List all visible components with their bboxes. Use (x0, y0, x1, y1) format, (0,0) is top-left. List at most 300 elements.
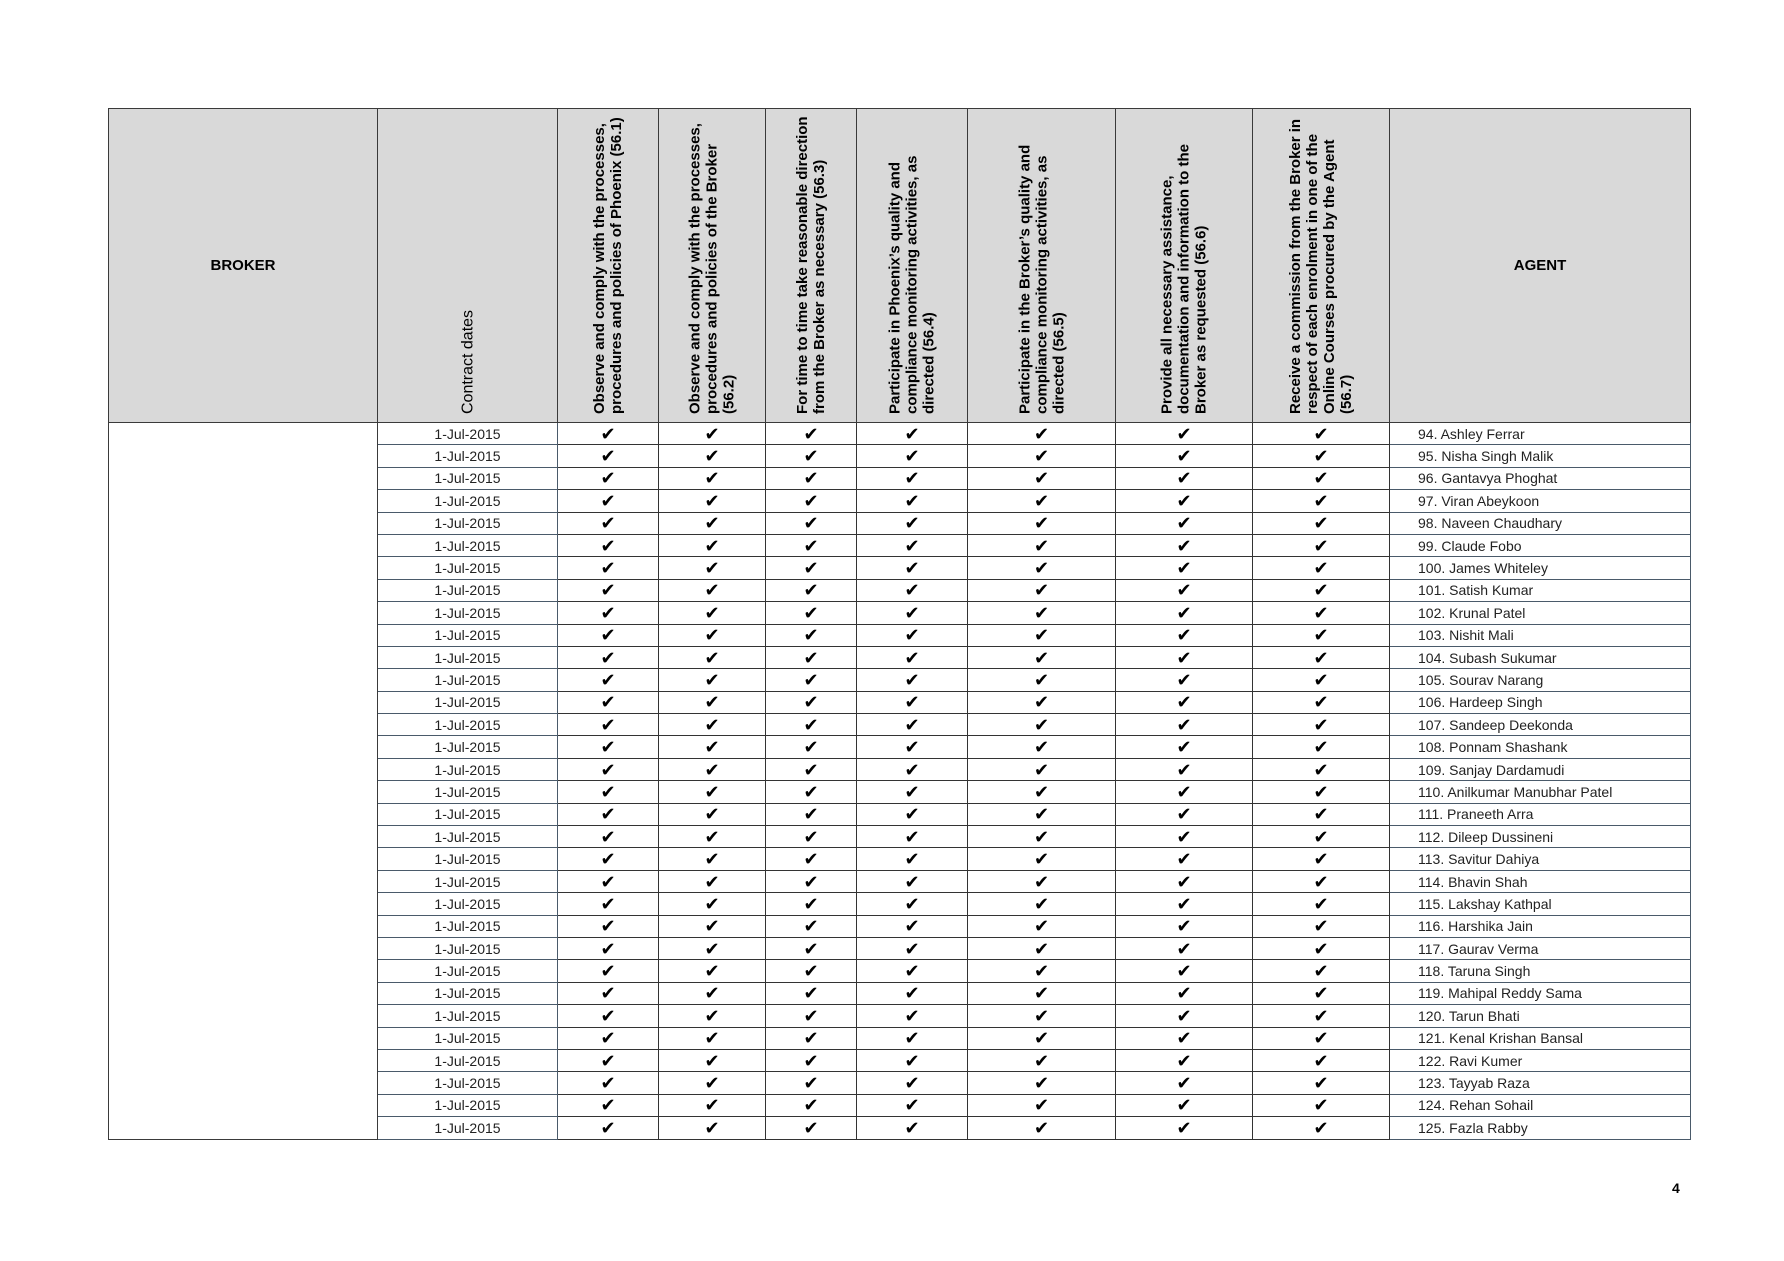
check-mark-icon: ✔ (1253, 1094, 1390, 1116)
contract-date-cell: 1-Jul-2015 (378, 826, 558, 848)
check-mark-icon: ✔ (1116, 512, 1253, 534)
check-mark-icon: ✔ (766, 1049, 857, 1071)
check-mark-icon: ✔ (766, 557, 857, 579)
contract-date-cell: 1-Jul-2015 (378, 490, 558, 512)
check-mark-icon: ✔ (558, 870, 659, 892)
contract-date-cell: 1-Jul-2015 (378, 512, 558, 534)
check-mark-icon: ✔ (1253, 1117, 1390, 1139)
check-mark-icon: ✔ (659, 781, 766, 803)
check-mark-icon: ✔ (1253, 848, 1390, 870)
criteria-header-label: For time to time take reasonable direction from the Broker as necessary (56.3) (794, 116, 828, 414)
agent-name-cell: 94. Ashley Ferrar (1390, 423, 1691, 445)
criteria-header-56-1 (558, 109, 659, 423)
check-mark-icon: ✔ (558, 1117, 659, 1139)
check-mark-icon: ✔ (766, 1072, 857, 1094)
check-mark-icon: ✔ (1116, 1005, 1253, 1027)
agent-name-cell: 123. Tayyab Raza (1390, 1072, 1691, 1094)
check-mark-icon: ✔ (968, 1117, 1116, 1139)
agent-name-cell: 108. Ponnam Shashank (1390, 736, 1691, 758)
broker-header: BROKER (109, 109, 378, 423)
check-mark-icon: ✔ (766, 803, 857, 825)
check-mark-icon: ✔ (558, 960, 659, 982)
check-mark-icon: ✔ (558, 445, 659, 467)
check-mark-icon: ✔ (766, 534, 857, 556)
check-mark-icon: ✔ (766, 960, 857, 982)
criteria-header-56-4 (857, 109, 968, 423)
check-mark-icon: ✔ (1253, 736, 1390, 758)
check-mark-icon: ✔ (857, 1117, 968, 1139)
check-mark-icon: ✔ (857, 669, 968, 691)
check-mark-icon: ✔ (968, 982, 1116, 1004)
check-mark-icon: ✔ (1253, 1072, 1390, 1094)
contract-date-cell: 1-Jul-2015 (378, 646, 558, 668)
check-mark-icon: ✔ (558, 1005, 659, 1027)
check-mark-icon: ✔ (968, 691, 1116, 713)
check-mark-icon: ✔ (968, 624, 1116, 646)
check-mark-icon: ✔ (968, 445, 1116, 467)
check-mark-icon: ✔ (558, 557, 659, 579)
check-mark-icon: ✔ (1116, 1117, 1253, 1139)
agent-name-cell: 101. Satish Kumar (1390, 579, 1691, 601)
check-mark-icon: ✔ (558, 646, 659, 668)
check-mark-icon: ✔ (857, 602, 968, 624)
check-mark-icon: ✔ (1253, 534, 1390, 556)
check-mark-icon: ✔ (857, 557, 968, 579)
check-mark-icon: ✔ (1253, 445, 1390, 467)
agent-name-cell: 98. Naveen Chaudhary (1390, 512, 1691, 534)
check-mark-icon: ✔ (857, 893, 968, 915)
check-mark-icon: ✔ (857, 937, 968, 959)
contract-date-cell: 1-Jul-2015 (378, 803, 558, 825)
check-mark-icon: ✔ (1116, 915, 1253, 937)
check-mark-icon: ✔ (968, 960, 1116, 982)
contract-date-cell: 1-Jul-2015 (378, 1117, 558, 1139)
check-mark-icon: ✔ (659, 1117, 766, 1139)
check-mark-icon: ✔ (558, 937, 659, 959)
check-mark-icon: ✔ (659, 893, 766, 915)
check-mark-icon: ✔ (558, 781, 659, 803)
check-mark-icon: ✔ (558, 893, 659, 915)
check-mark-icon: ✔ (766, 736, 857, 758)
contract-date-cell: 1-Jul-2015 (378, 758, 558, 780)
contract-date-cell: 1-Jul-2015 (378, 534, 558, 556)
check-mark-icon: ✔ (558, 602, 659, 624)
check-mark-icon: ✔ (1116, 736, 1253, 758)
criteria-header-56-3 (766, 109, 857, 423)
check-mark-icon: ✔ (558, 714, 659, 736)
check-mark-icon: ✔ (968, 1005, 1116, 1027)
agent-header: AGENT (1390, 109, 1691, 423)
check-mark-icon: ✔ (558, 534, 659, 556)
check-mark-icon: ✔ (1253, 915, 1390, 937)
check-mark-icon: ✔ (766, 937, 857, 959)
check-mark-icon: ✔ (558, 1049, 659, 1071)
check-mark-icon: ✔ (1253, 826, 1390, 848)
check-mark-icon: ✔ (1253, 602, 1390, 624)
check-mark-icon: ✔ (1253, 646, 1390, 668)
check-mark-icon: ✔ (1116, 1027, 1253, 1049)
check-mark-icon: ✔ (857, 826, 968, 848)
agent-name-cell: 106. Hardeep Singh (1390, 691, 1691, 713)
check-mark-icon: ✔ (766, 1027, 857, 1049)
check-mark-icon: ✔ (1116, 870, 1253, 892)
check-mark-icon: ✔ (659, 646, 766, 668)
contract-dates-header-label: Contract dates (459, 309, 476, 414)
check-mark-icon: ✔ (659, 557, 766, 579)
check-mark-icon: ✔ (1116, 937, 1253, 959)
agent-name-cell: 117. Gaurav Verma (1390, 937, 1691, 959)
check-mark-icon: ✔ (857, 1005, 968, 1027)
criteria-header-56-7 (1253, 109, 1390, 423)
check-mark-icon: ✔ (857, 646, 968, 668)
check-mark-icon: ✔ (857, 915, 968, 937)
check-mark-icon: ✔ (968, 758, 1116, 780)
contract-date-cell: 1-Jul-2015 (378, 1072, 558, 1094)
check-mark-icon: ✔ (766, 624, 857, 646)
check-mark-icon: ✔ (766, 870, 857, 892)
check-mark-icon: ✔ (659, 1049, 766, 1071)
check-mark-icon: ✔ (857, 960, 968, 982)
check-mark-icon: ✔ (968, 848, 1116, 870)
check-mark-icon: ✔ (766, 646, 857, 668)
check-mark-icon: ✔ (1253, 982, 1390, 1004)
contract-date-cell: 1-Jul-2015 (378, 1027, 558, 1049)
check-mark-icon: ✔ (1253, 758, 1390, 780)
check-mark-icon: ✔ (1116, 557, 1253, 579)
agent-name-cell: 112. Dileep Dussineni (1390, 826, 1691, 848)
check-mark-icon: ✔ (1116, 960, 1253, 982)
criteria-header-label: Participate in the Broker’s quality and compliance monitoring activities, as directed (56.5) (1016, 144, 1067, 414)
check-mark-icon: ✔ (1253, 1027, 1390, 1049)
check-mark-icon: ✔ (968, 781, 1116, 803)
criteria-header-label: Provide all necessary assistance, documentation and information to the Broker as requested (56.6) (1158, 144, 1210, 414)
check-mark-icon: ✔ (558, 826, 659, 848)
agent-name-cell: 103. Nishit Mali (1390, 624, 1691, 646)
check-mark-icon: ✔ (659, 915, 766, 937)
check-mark-icon: ✔ (659, 423, 766, 445)
check-mark-icon: ✔ (659, 758, 766, 780)
check-mark-icon: ✔ (857, 445, 968, 467)
contract-date-cell: 1-Jul-2015 (378, 714, 558, 736)
check-mark-icon: ✔ (659, 490, 766, 512)
check-mark-icon: ✔ (1116, 1072, 1253, 1094)
check-mark-icon: ✔ (558, 624, 659, 646)
check-mark-icon: ✔ (766, 579, 857, 601)
check-mark-icon: ✔ (968, 579, 1116, 601)
contract-date-cell: 1-Jul-2015 (378, 937, 558, 959)
agent-name-cell: 97. Viran Abeykoon (1390, 490, 1691, 512)
contract-date-cell: 1-Jul-2015 (378, 893, 558, 915)
contract-date-cell: 1-Jul-2015 (378, 781, 558, 803)
agent-name-cell: 109. Sanjay Dardamudi (1390, 758, 1691, 780)
contract-date-cell: 1-Jul-2015 (378, 1005, 558, 1027)
page-number: 4 (1672, 1180, 1680, 1196)
check-mark-icon: ✔ (1253, 512, 1390, 534)
agent-name-cell: 104. Subash Sukumar (1390, 646, 1691, 668)
check-mark-icon: ✔ (1253, 579, 1390, 601)
check-mark-icon: ✔ (857, 736, 968, 758)
check-mark-icon: ✔ (968, 736, 1116, 758)
check-mark-icon: ✔ (766, 490, 857, 512)
check-mark-icon: ✔ (766, 758, 857, 780)
check-mark-icon: ✔ (659, 736, 766, 758)
check-mark-icon: ✔ (857, 624, 968, 646)
check-mark-icon: ✔ (857, 579, 968, 601)
check-mark-icon: ✔ (659, 1027, 766, 1049)
check-mark-icon: ✔ (968, 893, 1116, 915)
check-mark-icon: ✔ (1253, 490, 1390, 512)
check-mark-icon: ✔ (968, 826, 1116, 848)
check-mark-icon: ✔ (1116, 758, 1253, 780)
check-mark-icon: ✔ (766, 826, 857, 848)
check-mark-icon: ✔ (659, 826, 766, 848)
agent-name-cell: 110. Anilkumar Manubhar Patel (1390, 781, 1691, 803)
criteria-header-label: Observe and comply with the processes, procedures and policies of the Broker (56.2) (686, 123, 738, 414)
check-mark-icon: ✔ (766, 893, 857, 915)
check-mark-icon: ✔ (558, 803, 659, 825)
check-mark-icon: ✔ (1253, 803, 1390, 825)
check-mark-icon: ✔ (968, 534, 1116, 556)
criteria-header-label: Receive a commission from the Broker in respect of each enrolment in one of the Online Courses procured by the Agent (56.7) (1287, 118, 1355, 414)
broker-agent-table (108, 108, 1691, 1140)
check-mark-icon: ✔ (857, 982, 968, 1004)
check-mark-icon: ✔ (968, 714, 1116, 736)
agent-rows (109, 423, 1691, 1140)
check-mark-icon: ✔ (968, 1072, 1116, 1094)
check-mark-icon: ✔ (1116, 534, 1253, 556)
check-mark-icon: ✔ (558, 915, 659, 937)
check-mark-icon: ✔ (1116, 1094, 1253, 1116)
contract-date-cell: 1-Jul-2015 (378, 1094, 558, 1116)
agent-name-cell: 95. Nisha Singh Malik (1390, 445, 1691, 467)
contract-date-cell: 1-Jul-2015 (378, 467, 558, 489)
contract-date-cell: 1-Jul-2015 (378, 870, 558, 892)
check-mark-icon: ✔ (659, 467, 766, 489)
check-mark-icon: ✔ (558, 736, 659, 758)
check-mark-icon: ✔ (1253, 691, 1390, 713)
check-mark-icon: ✔ (968, 803, 1116, 825)
contract-date-cell: 1-Jul-2015 (378, 669, 558, 691)
agent-name-cell: 102. Krunal Patel (1390, 602, 1691, 624)
check-mark-icon: ✔ (857, 803, 968, 825)
check-mark-icon: ✔ (1116, 691, 1253, 713)
check-mark-icon: ✔ (659, 445, 766, 467)
criteria-header-56-5 (968, 109, 1116, 423)
check-mark-icon: ✔ (558, 579, 659, 601)
agent-name-cell: 122. Ravi Kumer (1390, 1049, 1691, 1071)
check-mark-icon: ✔ (558, 848, 659, 870)
criteria-header-56-6 (1116, 109, 1253, 423)
table-row (109, 423, 1691, 445)
check-mark-icon: ✔ (558, 1094, 659, 1116)
check-mark-icon: ✔ (766, 1117, 857, 1139)
check-mark-icon: ✔ (659, 870, 766, 892)
check-mark-icon: ✔ (558, 669, 659, 691)
check-mark-icon: ✔ (1116, 423, 1253, 445)
check-mark-icon: ✔ (659, 960, 766, 982)
check-mark-icon: ✔ (766, 848, 857, 870)
check-mark-icon: ✔ (659, 1072, 766, 1094)
check-mark-icon: ✔ (558, 691, 659, 713)
contract-date-cell: 1-Jul-2015 (378, 848, 558, 870)
check-mark-icon: ✔ (1116, 803, 1253, 825)
check-mark-icon: ✔ (766, 1005, 857, 1027)
contract-date-cell: 1-Jul-2015 (378, 602, 558, 624)
agent-name-cell: 105. Sourav Narang (1390, 669, 1691, 691)
check-mark-icon: ✔ (1253, 624, 1390, 646)
check-mark-icon: ✔ (766, 602, 857, 624)
check-mark-icon: ✔ (659, 534, 766, 556)
check-mark-icon: ✔ (968, 1027, 1116, 1049)
check-mark-icon: ✔ (857, 1049, 968, 1071)
check-mark-icon: ✔ (659, 669, 766, 691)
check-mark-icon: ✔ (857, 714, 968, 736)
check-mark-icon: ✔ (766, 982, 857, 1004)
check-mark-icon: ✔ (1253, 423, 1390, 445)
check-mark-icon: ✔ (766, 669, 857, 691)
agent-name-cell: 116. Harshika Jain (1390, 915, 1691, 937)
check-mark-icon: ✔ (766, 1094, 857, 1116)
check-mark-icon: ✔ (1253, 714, 1390, 736)
check-mark-icon: ✔ (968, 1094, 1116, 1116)
check-mark-icon: ✔ (558, 512, 659, 534)
check-mark-icon: ✔ (659, 602, 766, 624)
agent-name-cell: 119. Mahipal Reddy Sama (1390, 982, 1691, 1004)
check-mark-icon: ✔ (857, 1094, 968, 1116)
check-mark-icon: ✔ (968, 937, 1116, 959)
check-mark-icon: ✔ (766, 691, 857, 713)
contract-date-cell: 1-Jul-2015 (378, 579, 558, 601)
check-mark-icon: ✔ (1116, 579, 1253, 601)
broker-cell (109, 423, 378, 1140)
check-mark-icon: ✔ (857, 512, 968, 534)
check-mark-icon: ✔ (1116, 467, 1253, 489)
contract-date-cell: 1-Jul-2015 (378, 736, 558, 758)
check-mark-icon: ✔ (968, 557, 1116, 579)
check-mark-icon: ✔ (1116, 982, 1253, 1004)
agent-name-cell: 115. Lakshay Kathpal (1390, 893, 1691, 915)
agent-name-cell: 107. Sandeep Deekonda (1390, 714, 1691, 736)
contract-dates-header (378, 109, 558, 423)
contract-date-cell: 1-Jul-2015 (378, 624, 558, 646)
check-mark-icon: ✔ (766, 714, 857, 736)
check-mark-icon: ✔ (659, 803, 766, 825)
check-mark-icon: ✔ (1253, 1049, 1390, 1071)
check-mark-icon: ✔ (1253, 557, 1390, 579)
agent-name-cell: 96. Gantavya Phoghat (1390, 467, 1691, 489)
criteria-header-label: Participate in Phoenix’s quality and compliance monitoring activities, as directed (56.4) (886, 155, 938, 414)
contract-date-cell: 1-Jul-2015 (378, 557, 558, 579)
check-mark-icon: ✔ (1116, 669, 1253, 691)
check-mark-icon: ✔ (968, 512, 1116, 534)
agent-name-cell: 118. Taruna Singh (1390, 960, 1691, 982)
check-mark-icon: ✔ (766, 445, 857, 467)
check-mark-icon: ✔ (1253, 467, 1390, 489)
check-mark-icon: ✔ (558, 982, 659, 1004)
check-mark-icon: ✔ (659, 982, 766, 1004)
check-mark-icon: ✔ (659, 937, 766, 959)
check-mark-icon: ✔ (1253, 960, 1390, 982)
check-mark-icon: ✔ (968, 1049, 1116, 1071)
check-mark-icon: ✔ (1253, 893, 1390, 915)
check-mark-icon: ✔ (968, 423, 1116, 445)
check-mark-icon: ✔ (1116, 781, 1253, 803)
check-mark-icon: ✔ (857, 423, 968, 445)
criteria-header-label: Observe and comply with the processes, procedures and policies of Phoenix (56.1) (591, 117, 625, 414)
agent-name-cell: 125. Fazla Rabby (1390, 1117, 1691, 1139)
check-mark-icon: ✔ (659, 579, 766, 601)
check-mark-icon: ✔ (766, 423, 857, 445)
check-mark-icon: ✔ (1116, 490, 1253, 512)
check-mark-icon: ✔ (968, 870, 1116, 892)
check-mark-icon: ✔ (1253, 870, 1390, 892)
agent-name-cell: 99. Claude Fobo (1390, 534, 1691, 556)
check-mark-icon: ✔ (1116, 826, 1253, 848)
check-mark-icon: ✔ (659, 624, 766, 646)
agent-name-cell: 100. James Whiteley (1390, 557, 1691, 579)
check-mark-icon: ✔ (857, 870, 968, 892)
check-mark-icon: ✔ (968, 646, 1116, 668)
check-mark-icon: ✔ (857, 758, 968, 780)
check-mark-icon: ✔ (1116, 646, 1253, 668)
check-mark-icon: ✔ (1116, 848, 1253, 870)
check-mark-icon: ✔ (558, 467, 659, 489)
agent-name-cell: 113. Savitur Dahiya (1390, 848, 1691, 870)
contract-date-cell: 1-Jul-2015 (378, 915, 558, 937)
check-mark-icon: ✔ (659, 1094, 766, 1116)
check-mark-icon: ✔ (766, 781, 857, 803)
check-mark-icon: ✔ (659, 512, 766, 534)
check-mark-icon: ✔ (766, 915, 857, 937)
agent-name-cell: 121. Kenal Krishan Bansal (1390, 1027, 1691, 1049)
check-mark-icon: ✔ (857, 1072, 968, 1094)
contract-date-cell: 1-Jul-2015 (378, 960, 558, 982)
agent-name-cell: 124. Rehan Sohail (1390, 1094, 1691, 1116)
check-mark-icon: ✔ (558, 758, 659, 780)
check-mark-icon: ✔ (968, 490, 1116, 512)
check-mark-icon: ✔ (558, 1072, 659, 1094)
agent-name-cell: 120. Tarun Bhati (1390, 1005, 1691, 1027)
contract-date-cell: 1-Jul-2015 (378, 691, 558, 713)
agent-name-cell: 114. Bhavin Shah (1390, 870, 1691, 892)
check-mark-icon: ✔ (659, 1005, 766, 1027)
check-mark-icon: ✔ (659, 691, 766, 713)
check-mark-icon: ✔ (1253, 937, 1390, 959)
contract-date-cell: 1-Jul-2015 (378, 1049, 558, 1071)
check-mark-icon: ✔ (558, 423, 659, 445)
check-mark-icon: ✔ (857, 848, 968, 870)
check-mark-icon: ✔ (659, 848, 766, 870)
check-mark-icon: ✔ (1253, 1005, 1390, 1027)
check-mark-icon: ✔ (1116, 893, 1253, 915)
contract-date-cell: 1-Jul-2015 (378, 982, 558, 1004)
agent-name-cell: 111. Praneeth Arra (1390, 803, 1691, 825)
check-mark-icon: ✔ (659, 714, 766, 736)
check-mark-icon: ✔ (857, 781, 968, 803)
check-mark-icon: ✔ (1116, 624, 1253, 646)
check-mark-icon: ✔ (857, 1027, 968, 1049)
check-mark-icon: ✔ (857, 691, 968, 713)
check-mark-icon: ✔ (1116, 714, 1253, 736)
check-mark-icon: ✔ (968, 669, 1116, 691)
criteria-header-56-2 (659, 109, 766, 423)
check-mark-icon: ✔ (968, 602, 1116, 624)
check-mark-icon: ✔ (857, 534, 968, 556)
check-mark-icon: ✔ (766, 512, 857, 534)
check-mark-icon: ✔ (558, 1027, 659, 1049)
check-mark-icon: ✔ (968, 467, 1116, 489)
check-mark-icon: ✔ (1253, 669, 1390, 691)
